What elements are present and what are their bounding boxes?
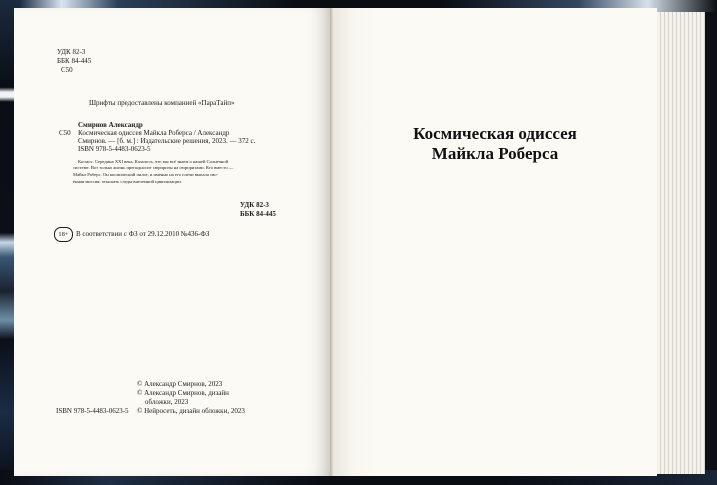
bbk-top: ББК 84-445	[57, 57, 92, 65]
catalog-code: С50	[59, 129, 71, 137]
catalog-isbn: ISBN 978-5-4483-0623-5	[78, 145, 151, 153]
bbk-bottom: ББК 84-445	[240, 210, 276, 218]
author-name: Смирнов Александр	[78, 121, 143, 129]
udk-bottom: УДК 82-3	[240, 201, 269, 209]
law-note: В соответствии с ФЗ от 29.12.2010 №436-ФЗ	[76, 230, 210, 238]
abstract-line-3: Майкл Роберс. Он космический пилот, и именно на его плечи выпала сво-	[73, 172, 219, 177]
abstract-line-4: ённая миссия: отыскать следы внеземной цивилизации.	[73, 179, 182, 184]
abstract-line-1: Космос. Середина XXI века. Казалось, что мы всё знаем о нашей Солнечной	[78, 159, 229, 164]
copyright-line-4: © Нейросеть, дизайн обложки, 2023	[137, 407, 245, 415]
left-page	[14, 8, 332, 476]
book-title-line-1: Космическая одиссея	[413, 124, 577, 143]
abstract-line-2: системе. Вот только жизнь преподносит сюрпризы на сюрпризами. Кто вместо —	[73, 165, 234, 170]
age-rating-badge: 18+	[54, 227, 73, 242]
book-title-line-2: Майкла Роберса	[431, 144, 559, 163]
copyright-line-1: © Александр Смирнов, 2023	[137, 380, 223, 388]
book-title	[333, 124, 657, 164]
code-top: С50	[61, 66, 73, 74]
page-edges	[657, 12, 705, 474]
udk-top: УДК 82-3	[57, 48, 86, 56]
right-page	[333, 8, 657, 476]
fonts-credit: Шрифты предоставлены компанией «ПараТайп»	[89, 99, 235, 107]
catalog-line-1: Космическая одиссея Майкла Роберса / Александр	[78, 129, 230, 137]
catalog-line-2: Смирнов. — [б. м.] : Издательские решения, 2023. — 372 с.	[78, 137, 256, 145]
isbn-bottom: ISBN 978-5-4483-0623-5	[56, 407, 129, 415]
copyright-line-3: обложки, 2023	[145, 398, 189, 406]
copyright-line-2: © Александр Смирнов, дизайн	[137, 389, 229, 397]
